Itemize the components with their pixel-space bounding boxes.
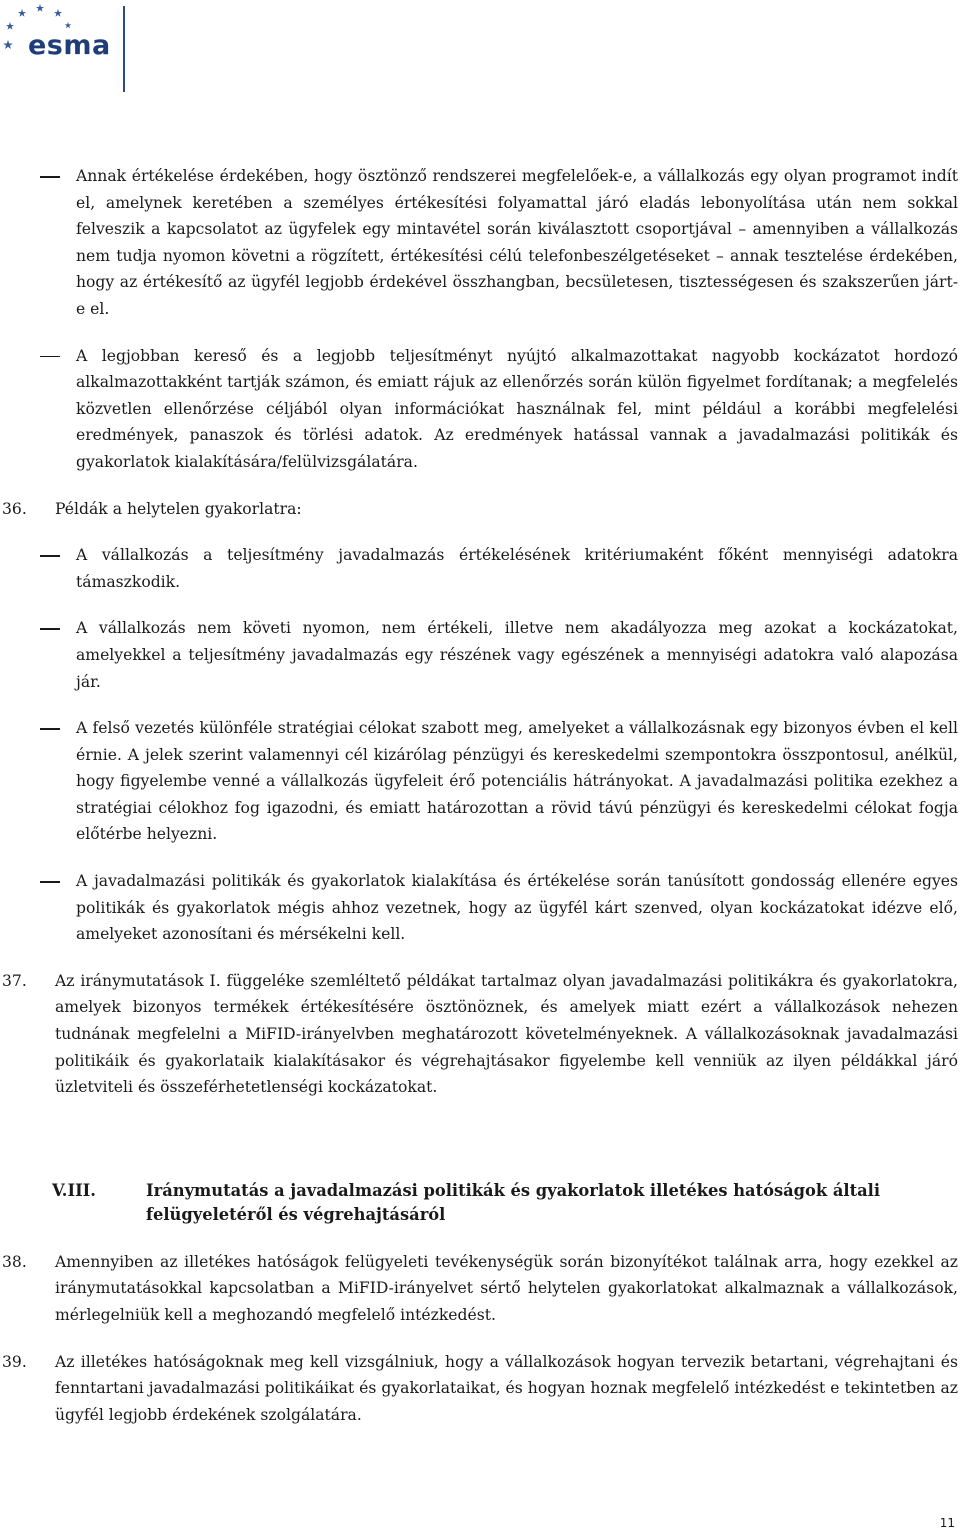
page-number: 11 [939, 1516, 955, 1530]
paragraph-number: 36. [2, 499, 27, 518]
logo-wordmark: esma [28, 30, 111, 61]
dash-bullet-icon [40, 881, 60, 883]
bullet-item [40, 715, 958, 848]
paragraph-text: Az illetékes hatóságoknak meg kell vizsgálniuk, hogy a vállalkozások hogyan tervezik betartani, végrehajtani és fenntartani javadalmazási politikáikat és gyakorlataikat, és hogyan hoznak megfelelő intézkedést e tekintetben az ügyfél legjobb érdekének szolgálatára. [55, 1352, 958, 1424]
numbered-paragraph-39 [2, 1349, 958, 1429]
bullet-item [40, 163, 958, 323]
bullet-text: A vállalkozás a teljesítmény javadalmazás értékelésének kritériumaként főként mennyiségi adatokra támaszkodik. [76, 546, 958, 591]
numbered-paragraph-37 [2, 968, 958, 1101]
bullet-item [40, 343, 958, 476]
dash-bullet-icon [40, 555, 60, 557]
section-number: V.III. [52, 1180, 96, 1200]
bullet-text: A legjobban kereső és a legjobb teljesítményt nyújtó alkalmazottakat nagyobb kockázatot hordozó alkalmazottakként tartják számon, és emiatt rájuk az ellenőrzés során külön figyelmet fordítanak; a megfelelés közvetlen ellenőrzése céljából olyan információkat használnak fel, mint például a korábbi megfelelési eredmények, panaszok és törlési adatok. Az eredmények hatással vannak a javadalmazási politikák és gyakorlatok kialakítására/felülvizsgálatára. [76, 346, 958, 471]
paragraph-number: 38. [2, 1252, 27, 1271]
section-heading [40, 1179, 958, 1227]
paragraph-text: Az iránymutatások I. függeléke szemléltető példákat tartalmaz olyan javadalmazási politikákra és gyakorlatokra, amelyek bizonyos termékek értékesítésére ösztönöznek, és amelyek miatt ezért a vállalkozások nehezen tudnának megfelelni a MiFID-irányelvben meghatározott követelményeknek. A vállalkozásoknak javadalmazási politikáik és gyakorlataik kialakításakor és végrehajtásakor figyelembe kell venniük az ilyen példákkal járó üzletviteli és összeférhetetlenségi kockázatokat. [55, 971, 958, 1097]
section-title: Iránymutatás a javadalmazási politikák és gyakorlatok illetékes hatóságok általi felügyeletéről és végrehajtásáról [146, 1180, 881, 1224]
bullet-item [40, 868, 958, 948]
numbered-paragraph-38 [2, 1249, 958, 1329]
document-body [2, 163, 958, 1428]
paragraph-number: 39. [2, 1352, 27, 1371]
bullet-item [40, 615, 958, 695]
dash-bullet-icon [40, 176, 60, 178]
numbered-paragraph-36 [2, 496, 958, 523]
esma-logo [0, 0, 130, 95]
dash-bullet-icon [40, 356, 60, 358]
bullet-item [40, 542, 958, 595]
bullet-text: A javadalmazási politikák és gyakorlatok kialakítása és értékelése során tanúsított gondosság ellenére egyes politikák és gyakorlatok mégis ahhoz vezetnek, hogy az ügyfél kárt szenved, olyan kockázatokat idézve elő, amelyeket azonosítani és mérsékelni kell. [76, 872, 958, 944]
bullet-text: A felső vezetés különféle stratégiai célokat szabott meg, amelyeket a vállalkozásnak egy bizonyos évben el kell érnie. A jelek szerint valamennyi cél kizárólag pénzügyi és kereskedelmi szempontokra összpontosul, anélkül, hogy figyelembe venné a vállalkozás ügyfeleit érő potenciális hátrányokat. A javadalmazási politika ezekhez a stratégiai célokhoz fog igazodni, és emiatt határozottan a rövid távú pénzügyi és kereskedelmi célokat fogja előtérbe helyezni. [76, 719, 958, 844]
dash-bullet-icon [40, 728, 60, 730]
dash-bullet-icon [40, 628, 60, 630]
paragraph-text: Példák a helytelen gyakorlatra: [55, 499, 302, 518]
bullet-text: Annak értékelése érdekében, hogy ösztönző rendszerei megfelelőek-e, a vállalkozás egy olyan programot indít el, amelynek keretében a személyes értékesítési folyamattal járó eladás lebonyolítása után nem sokkal felveszik a kapcsolatot az ügyfelek egy mintavétel során kiválasztott csoportjával – amennyiben a vállalkozás nem tudja nyomon követni a rögzített, értékesítési célú telefonbeszélgetéseket – annak tesztelése érdekében, hogy az értékesítő az ügyfél legjobb érdekével összhangban, becsületesen, tisztességesen és szakszerűen járt-e el. [76, 167, 958, 318]
header-divider [123, 6, 125, 92]
bullet-text: A vállalkozás nem követi nyomon, nem értékeli, illetve nem akadályozza meg azokat a kockázatokat, amelyekkel a teljesítmény javadalmazás egy részének vagy egészének a mennyiségi adatokra való alapozása jár. [76, 619, 958, 691]
paragraph-number: 37. [2, 971, 27, 990]
paragraph-text: Amennyiben az illetékes hatóságok felügyeleti tevékenységük során bizonyítékot találnak arra, hogy ezekkel az iránymutatásokkal kapcsolatban a MiFID-irányelvet sértő helytelen gyakorlatokat alkalmaznak a vállalkozások, mérlegelniük kell a meghozandó megfelelő intézkedést. [55, 1252, 958, 1324]
